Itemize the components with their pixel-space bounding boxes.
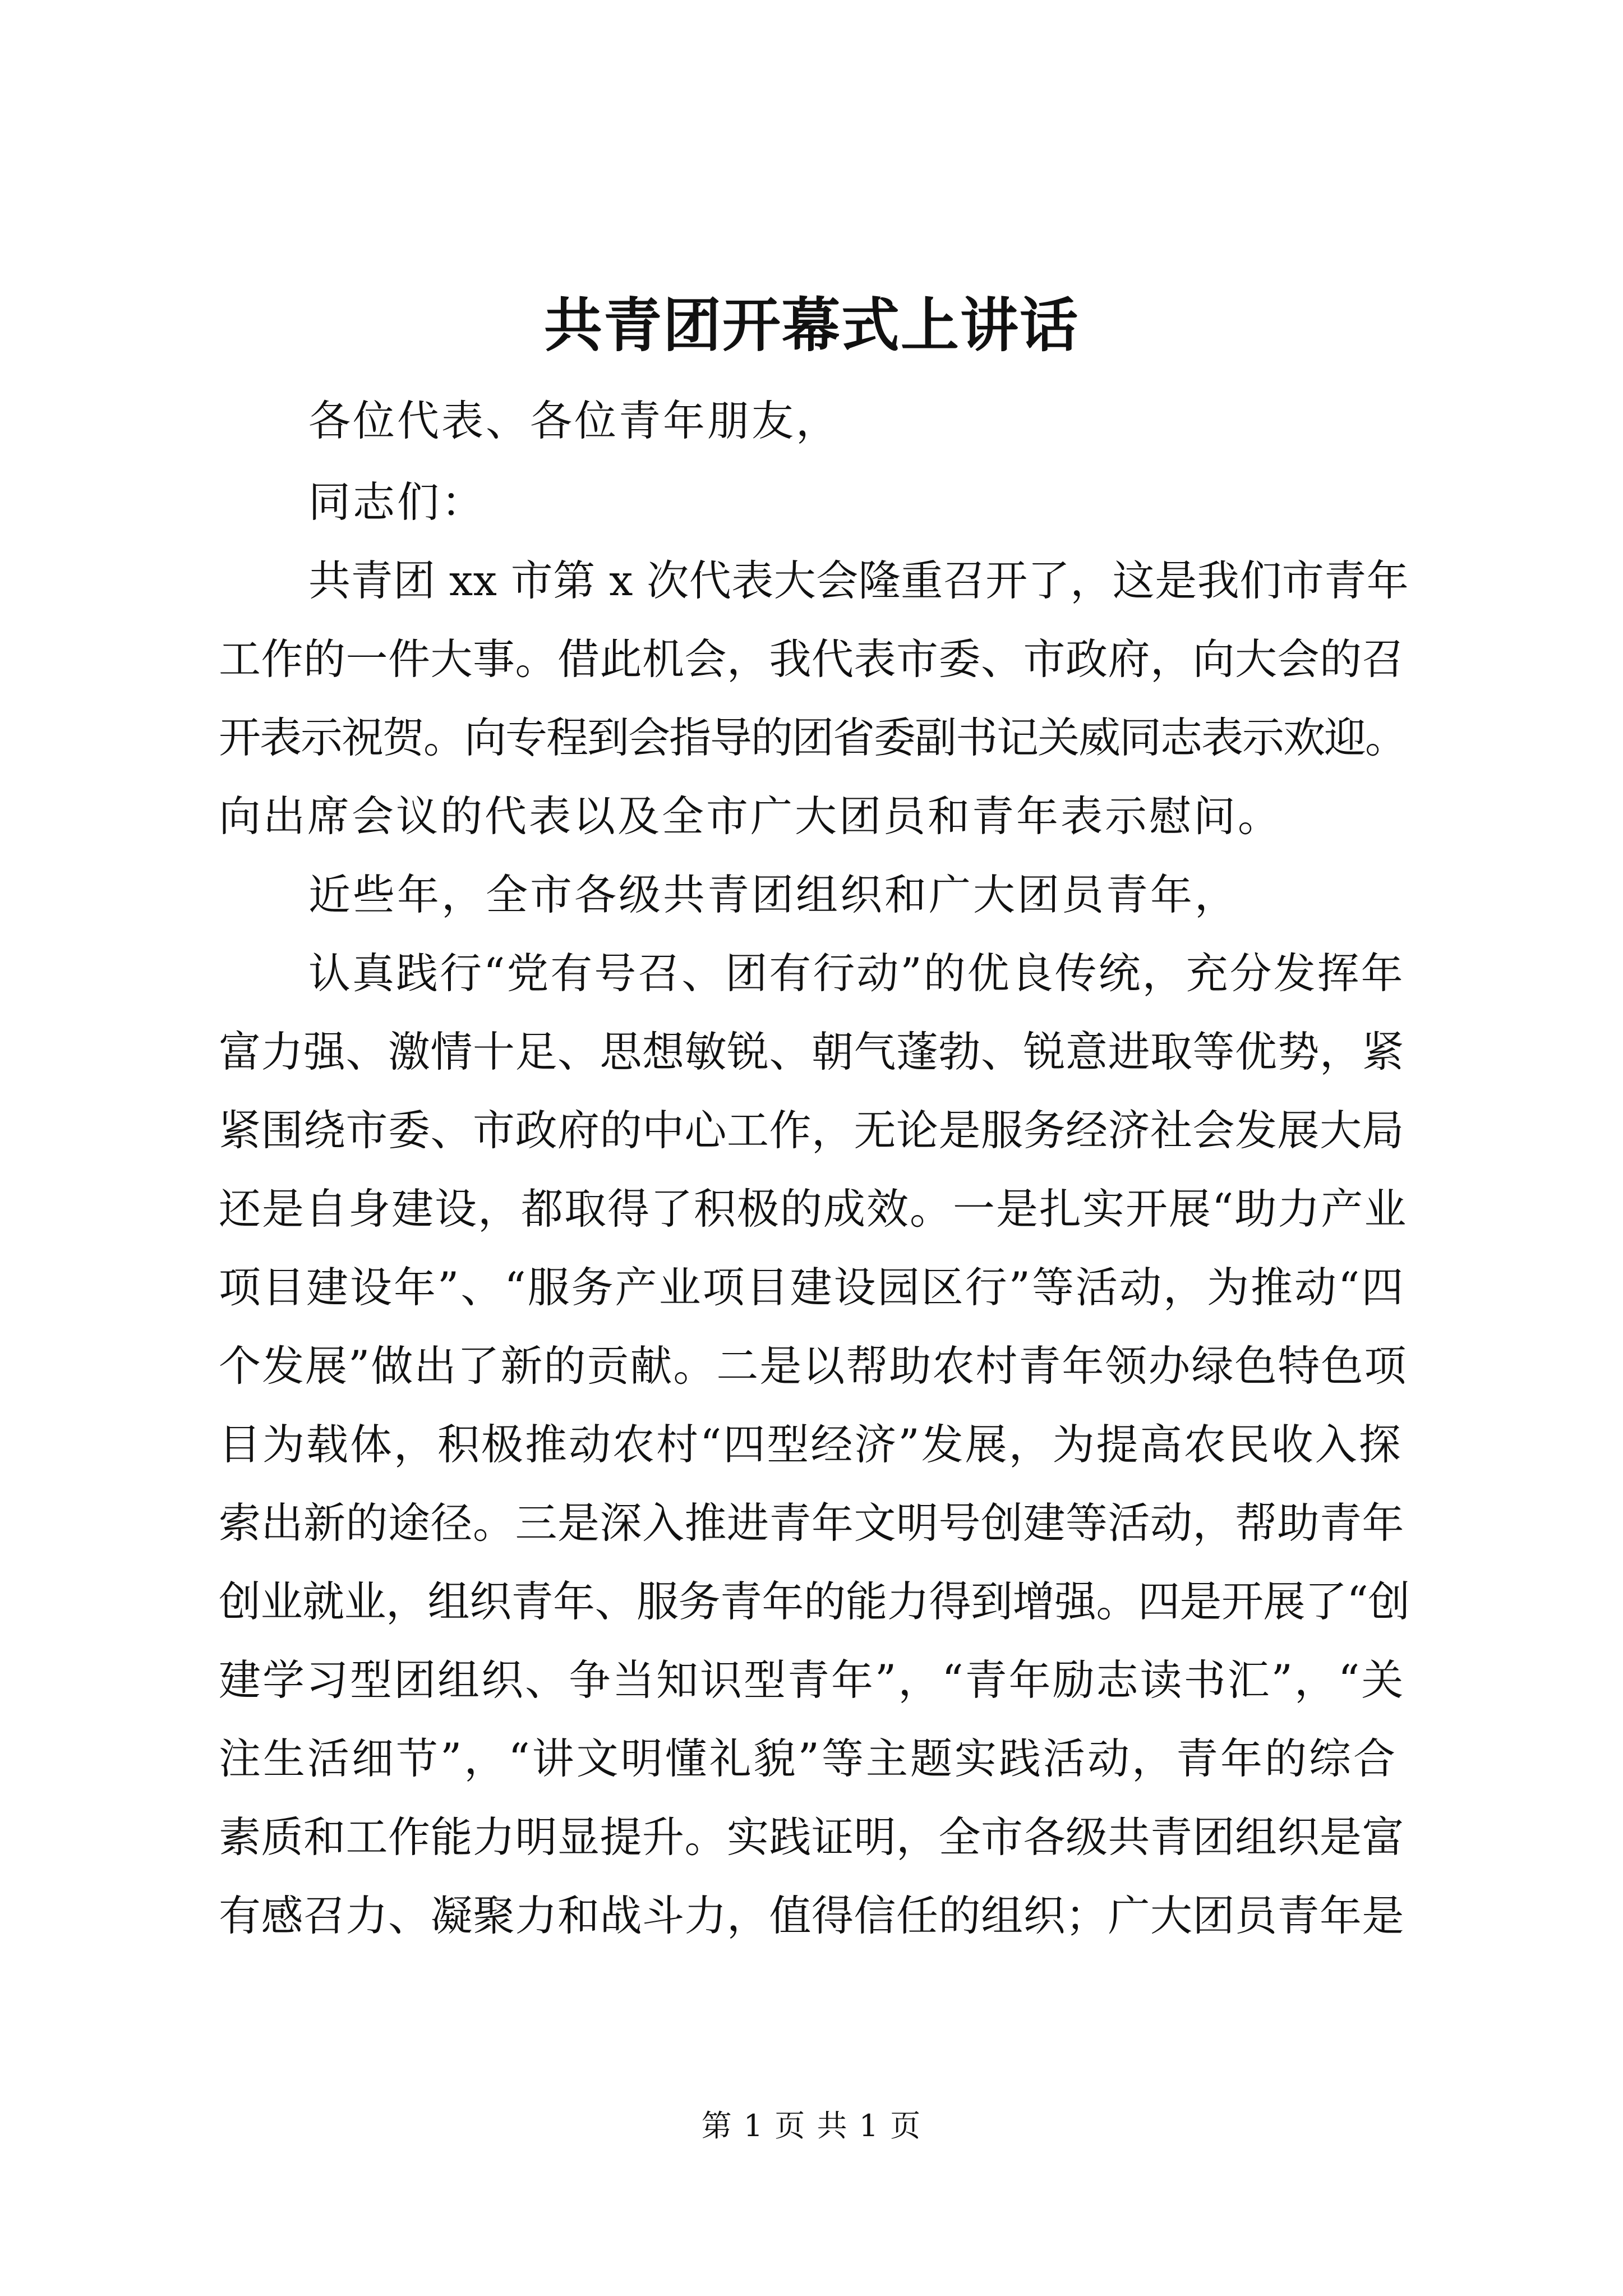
document-title: 共青团开幕式上讲话	[543, 291, 1079, 360]
paragraph-line: 富力强、激情十足、思想敏锐、朝气蓬勃、锐意进取等优势，紧	[219, 1027, 1405, 1076]
paragraph-line: 认真践行“党有号召、团有行动”的优良传统，充分发挥年	[308, 949, 1405, 998]
paragraph-line: 索出新的途径。三是深入推进青年文明号创建等活动，帮助青年	[219, 1498, 1405, 1548]
paragraph-line: 建学习型团组织、争当知识型青年”，“青年励志读书汇”，“关	[219, 1655, 1405, 1705]
paragraph-line: 向出席会议的代表以及全市广大团员和青年表示慰问。	[219, 792, 1283, 841]
paragraph-line: 紧围绕市委、市政府的中心工作，无论是服务经济社会发展大局	[219, 1106, 1405, 1155]
paragraph-line: 共青团 xx 市第 x 次代表大会隆重召开了，这是我们市青年	[308, 556, 1409, 605]
salutation-line: 同志们：	[308, 477, 486, 527]
paragraph-line: 项目建设年”、“服务产业项目建设园区行”等活动，为推动“四	[219, 1263, 1405, 1312]
paragraph-line: 有感召力、凝聚力和战斗力，值得信任的组织；广大团员青年是	[219, 1891, 1405, 1940]
paragraph-line: 个发展”做出了新的贡献。二是以帮助农村青年领办绿色特色项	[219, 1341, 1408, 1391]
paragraph-line: 开表示祝贺。向专程到会指导的团省委副书记关威同志表示欢迎。	[219, 713, 1407, 762]
paragraph-line: 近些年，全市各级共青团组织和广大团员青年，	[308, 870, 1239, 919]
paragraph-line: 注生活细节”，“讲文明懂礼貌”等主题实践活动，青年的综合	[219, 1734, 1398, 1783]
paragraph-line: 素质和工作能力明显提升。实践证明，全市各级共青团组织是富	[219, 1812, 1405, 1862]
paragraph-line: 还是自身建设，都取得了积极的成效。一是扎实开展“助力产业	[219, 1184, 1408, 1234]
page-number-footer: 第 1 页 共 1 页	[701, 2108, 922, 2143]
paragraph-line: 目为载体，积极推动农村“四型经济”发展，为提高农民收入探	[219, 1420, 1403, 1469]
paragraph-line: 创业就业，组织青年、服务青年的能力得到增强。四是开展了“创	[219, 1577, 1410, 1626]
salutation-line: 各位代表、各位青年朋友，	[308, 396, 841, 445]
paragraph-line: 工作的一件大事。借此机会，我代表市委、市政府，向大会的召	[219, 634, 1405, 684]
